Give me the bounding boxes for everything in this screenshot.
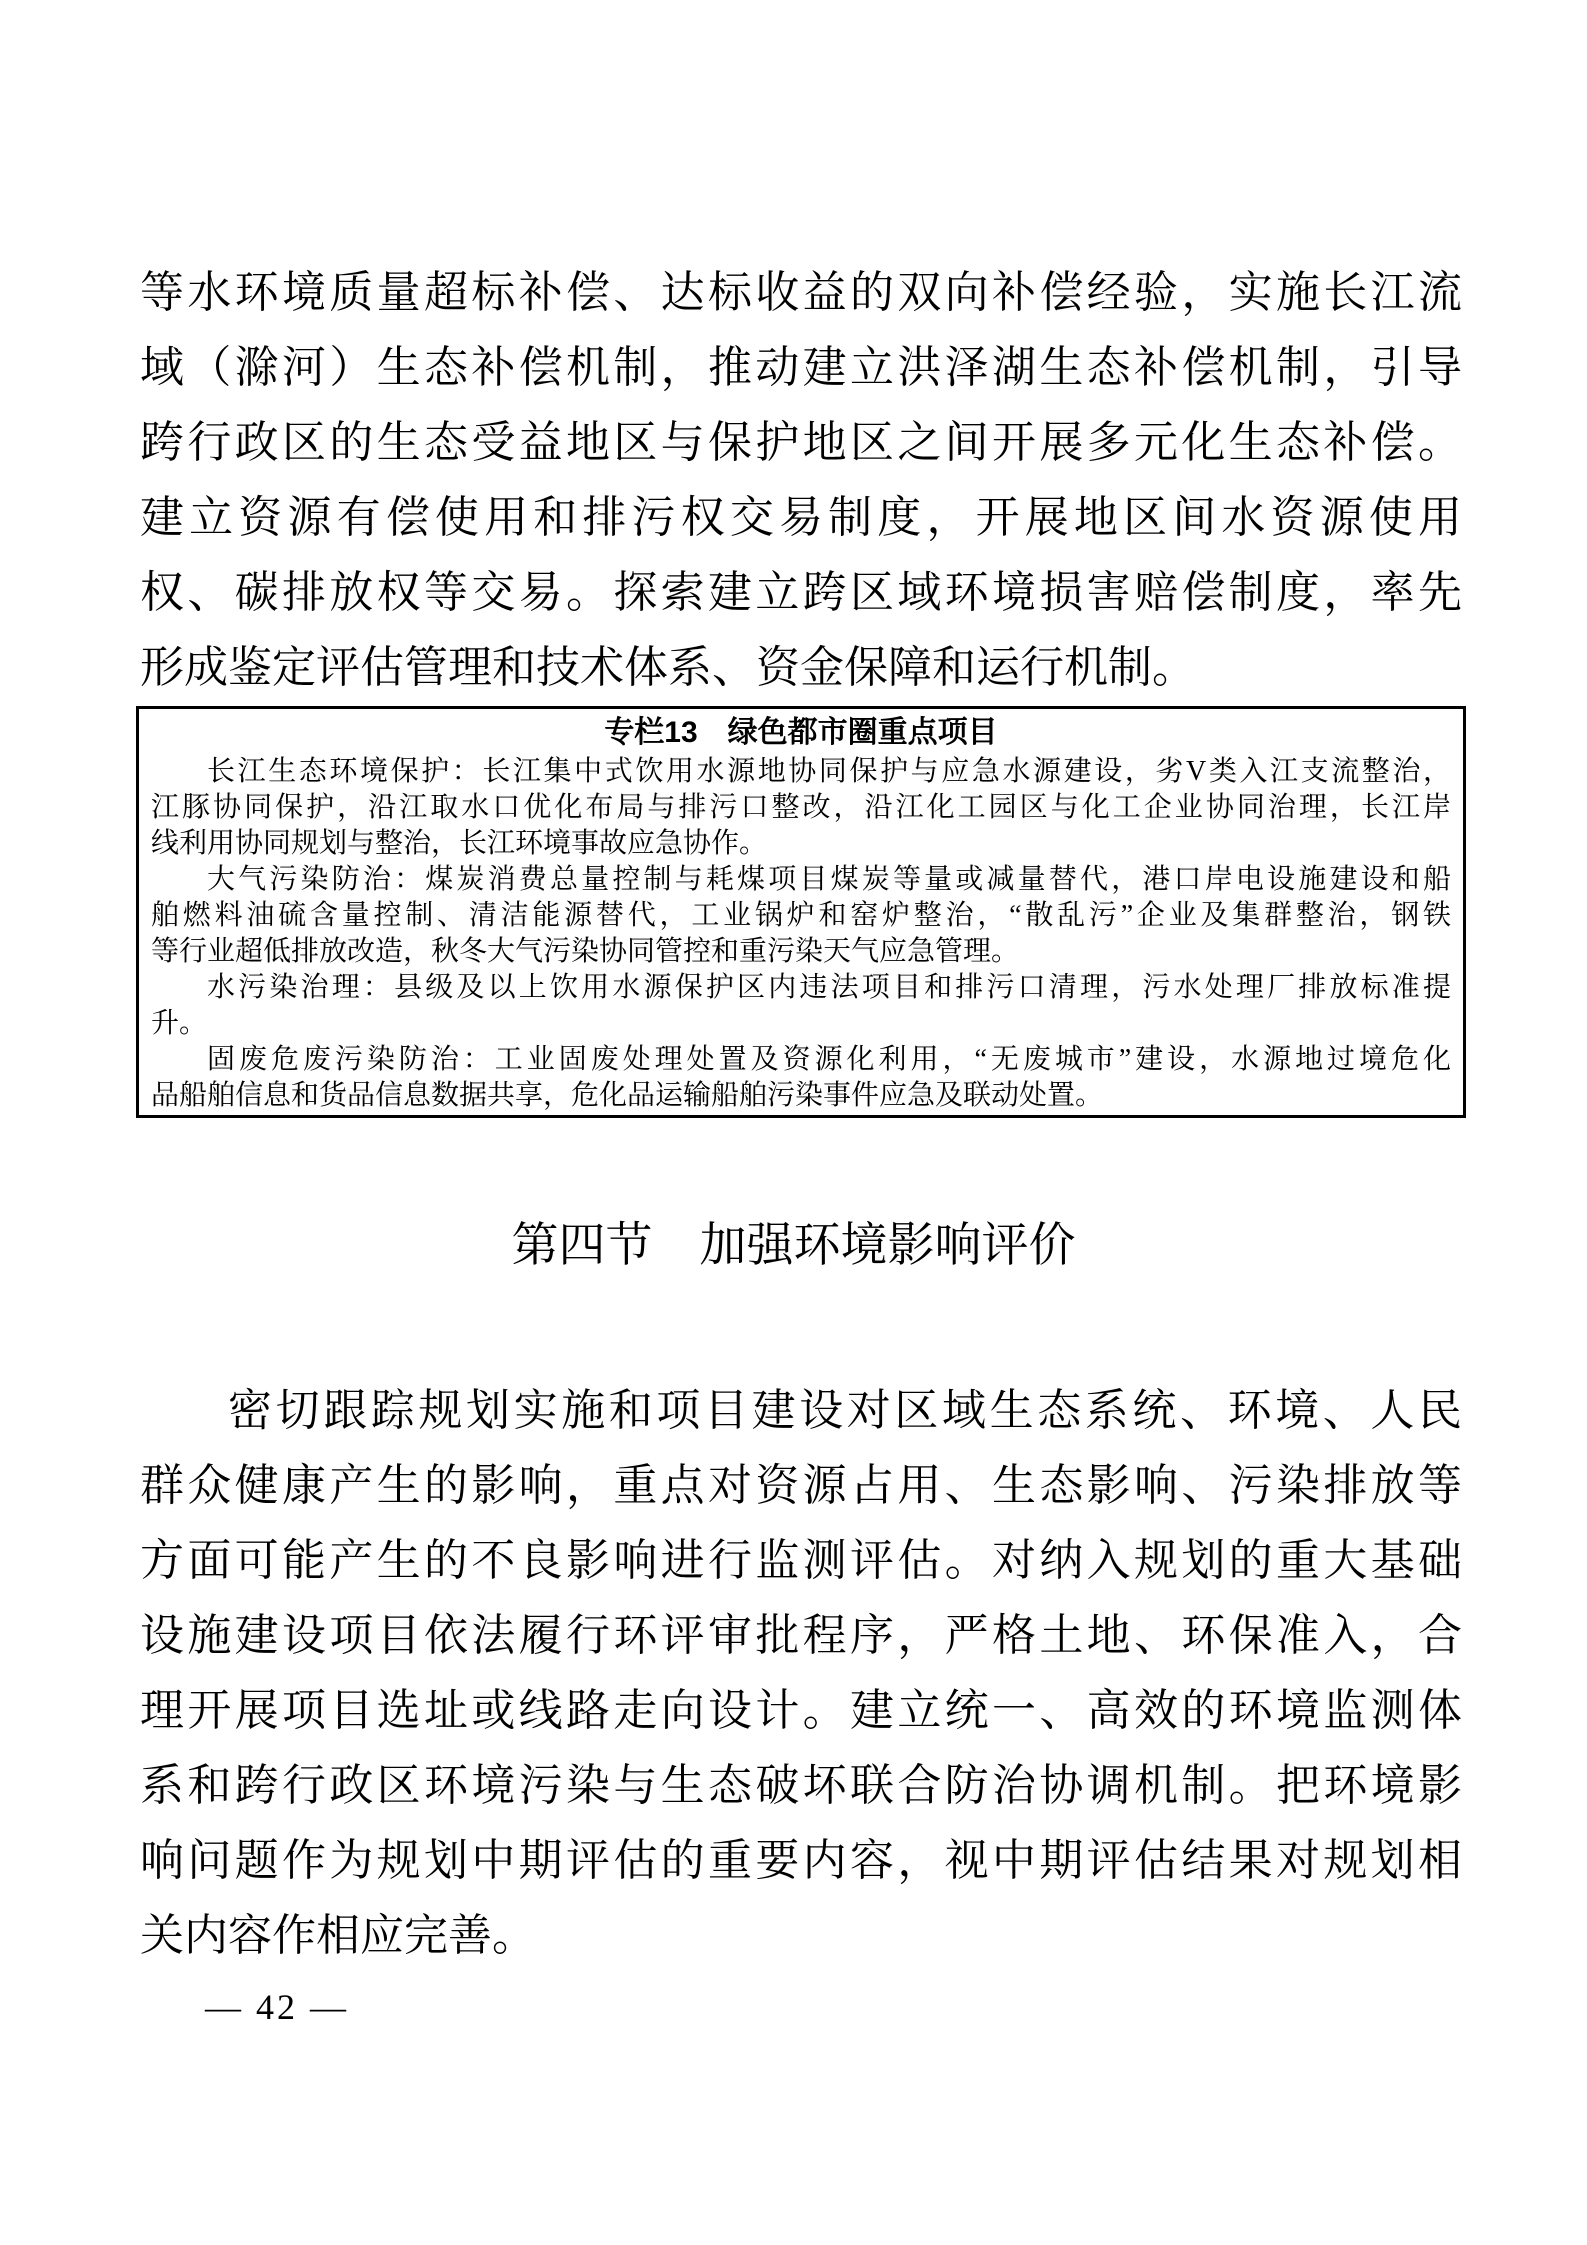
paragraph-2 — [140, 1373, 1462, 1973]
box-line: 长江生态环境保护：长江集中式饮用水源地协同保护与应急水源建设，劣V类入江支流整治， — [207, 756, 1451, 787]
box-title: 专栏13 绿色都市圈重点项目 — [604, 716, 998, 749]
body-line: 跨行政区的生态受益地区与保护地区之间开展多元化生态补偿。 — [140, 418, 1462, 467]
box-line: 品船舶信息和货品信息数据共享，危化品运输船舶污染事件应急及联动处置。 — [151, 1080, 1104, 1111]
body-line: 理开展项目选址或线路走向设计。建立统一、高效的环境监测体 — [140, 1686, 1462, 1735]
body-line: 域（滁河）生态补偿机制，推动建立洪泽湖生态补偿机制，引导 — [140, 343, 1462, 392]
paragraph-1 — [140, 255, 1462, 705]
box-line: 舶燃料油硫含量控制、清洁能源替代，工业锅炉和窑炉整治，“散乱污”企业及集群整治，钢铁 — [151, 900, 1451, 931]
box-line: 大气污染防治：煤炭消费总量控制与耗煤项目煤炭等量或减量替代，港口岸电设施建设和船 — [207, 864, 1451, 895]
body-line: 建立资源有偿使用和排污权交易制度，开展地区间水资源使用 — [140, 493, 1462, 542]
body-line: 形成鉴定评估管理和技术体系、资金保障和运行机制。 — [140, 643, 1196, 692]
box-line: 水污染治理：县级及以上饮用水源保护区内违法项目和排污口清理，污水处理厂排放标准提 — [207, 972, 1451, 1003]
box-line: 等行业超低排放改造，秋冬大气污染协同管控和重污染天气应急管理。 — [151, 936, 1020, 967]
section-heading: 第四节 加强环境影响评价 — [511, 1220, 1076, 1272]
body-line: 设施建设项目依法履行环评审批程序，严格土地、环保准入，合 — [140, 1611, 1462, 1660]
box-line: 线利用协同规划与整治，长江环境事故应急协作。 — [151, 828, 768, 859]
body-line: 群众健康产生的影响，重点对资源占用、生态影响、污染排放等 — [140, 1461, 1462, 1510]
page-number: — 42 — — [205, 1987, 349, 2027]
body-line: 方面可能产生的不良影响进行监测评估。对纳入规划的重大基础 — [140, 1536, 1462, 1585]
box-line: 固废危废污染防治：工业固废处理处置及资源化利用，“无废城市”建设，水源地过境危化 — [207, 1044, 1451, 1075]
body-line: 系和跨行政区环境污染与生态破坏联合防治协调机制。把环境影 — [140, 1761, 1462, 1810]
body-line: 密切跟踪规划实施和项目建设对区域生态系统、环境、人民 — [228, 1386, 1462, 1435]
box-line: 升。 — [151, 1008, 208, 1039]
body-line: 响问题作为规划中期评估的重要内容，视中期评估结果对规划相 — [140, 1836, 1462, 1885]
highlight-box-column13 — [136, 706, 1466, 1118]
box-line: 江豚协同保护，沿江取水口优化布局与排污口整改，沿江化工园区与化工企业协同治理，长江岸 — [151, 792, 1451, 823]
body-line: 权、碳排放权等交易。探索建立跨区域环境损害赔偿制度，率先 — [140, 568, 1462, 617]
body-line: 关内容作相应完善。 — [140, 1911, 536, 1960]
body-line: 等水环境质量超标补偿、达标收益的双向补偿经验，实施长江流 — [140, 268, 1462, 317]
